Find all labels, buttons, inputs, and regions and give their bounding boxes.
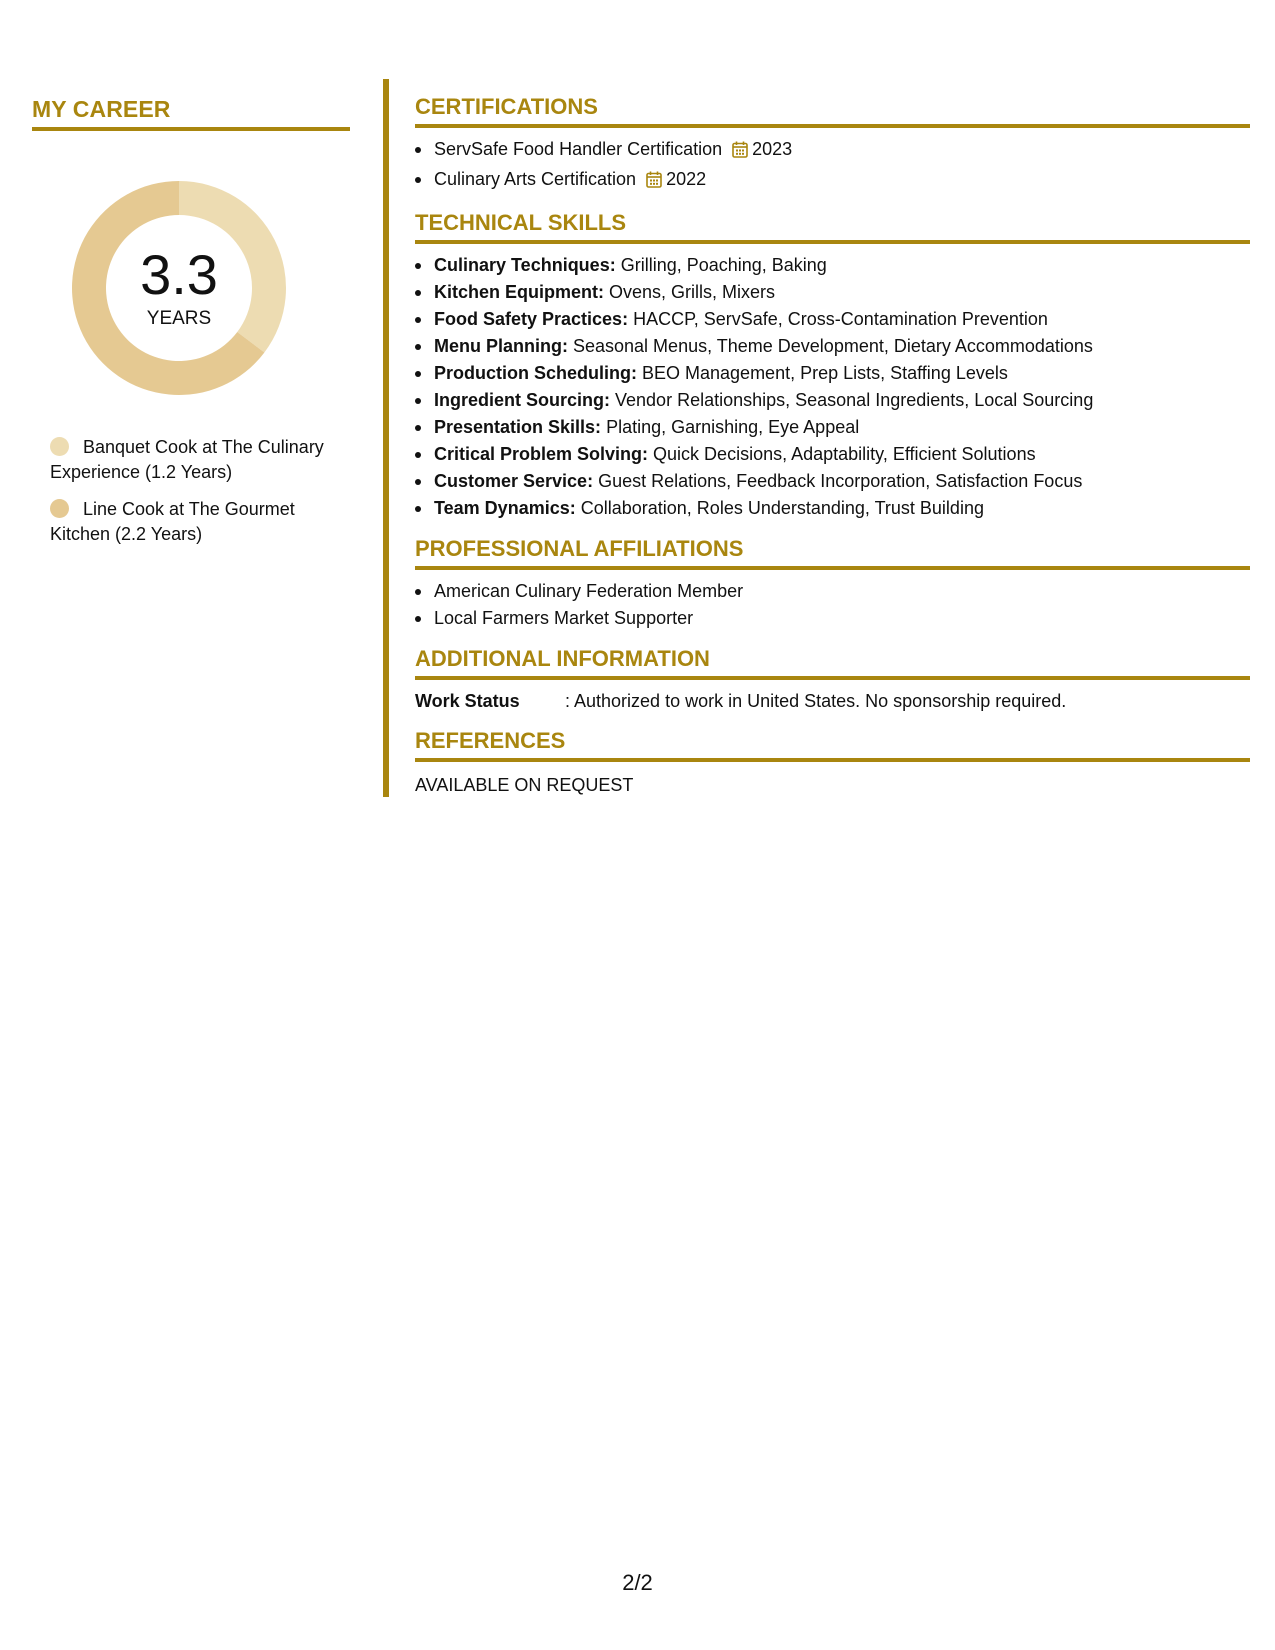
legend-dot — [50, 437, 69, 456]
total-years-unit: YEARS — [146, 308, 212, 329]
skill-value: Plating, Garnishing, Eye Appeal — [601, 417, 860, 437]
affiliations-heading: PROFESSIONAL AFFILIATIONS — [415, 536, 1250, 570]
career-donut-chart — [66, 175, 292, 401]
certification-name: Culinary Arts Certification — [434, 169, 637, 189]
skill-label: Food Safety Practices: — [434, 309, 629, 329]
skill-item — [415, 414, 1250, 441]
skill-item — [415, 279, 1250, 306]
legend-item-line-cook — [50, 497, 330, 547]
skill-label: Menu Planning: — [434, 336, 568, 356]
affiliations-section — [415, 536, 1250, 632]
skill-value: Seasonal Menus, Theme Development, Dietary Accommodations — [568, 336, 1093, 356]
work-status-label: Work Status — [415, 691, 520, 711]
skill-label: Kitchen Equipment: — [434, 282, 604, 302]
skill-label: Presentation Skills: — [434, 417, 602, 437]
main-column — [415, 94, 1250, 812]
skill-item — [415, 441, 1250, 468]
skill-label: Culinary Techniques: — [434, 255, 616, 275]
additional-info-heading: ADDITIONAL INFORMATION — [415, 646, 1250, 680]
skill-item — [415, 306, 1250, 333]
affiliation-item: Local Farmers Market Supporter — [415, 605, 1250, 632]
skill-value: Guest Relations, Feedback Incorporation, Satisfaction Focus — [593, 471, 1083, 491]
skill-value: HACCP, ServSafe, Cross-Contamination Prevention — [628, 309, 1048, 329]
career-sidebar — [32, 96, 350, 559]
skill-label: Ingredient Sourcing: — [434, 390, 611, 410]
certification-year: 2023 — [752, 139, 793, 159]
skill-value: Vendor Relationships, Seasonal Ingredients, Local Sourcing — [610, 390, 1094, 410]
career-heading: MY CAREER — [32, 96, 350, 131]
affiliation-item: American Culinary Federation Member — [415, 578, 1250, 605]
skill-value: BEO Management, Prep Lists, Staffing Levels — [637, 363, 1008, 383]
calendar-icon — [646, 169, 662, 196]
skill-value: Collaboration, Roles Understanding, Trust Building — [575, 498, 984, 518]
skill-value: Ovens, Grills, Mixers — [604, 282, 776, 302]
legend-dot — [50, 499, 69, 518]
skill-item — [415, 387, 1250, 414]
total-years-value: 3.3 — [140, 243, 218, 306]
skill-label: Team Dynamics: — [434, 498, 576, 518]
certifications-section — [415, 94, 1250, 196]
donut-center — [66, 175, 292, 401]
skill-item — [415, 360, 1250, 387]
skill-item — [415, 495, 1250, 522]
certifications-heading: CERTIFICATIONS — [415, 94, 1250, 128]
career-legend — [50, 435, 330, 547]
certification-name: ServSafe Food Handler Certification — [434, 139, 723, 159]
skill-label: Production Scheduling: — [434, 363, 637, 383]
work-status-row — [415, 688, 1250, 714]
references-section — [415, 728, 1250, 798]
certification-item — [415, 166, 1250, 196]
references-heading: REFERENCES — [415, 728, 1250, 762]
references-text: AVAILABLE ON REQUEST — [415, 775, 634, 795]
technical-skills-heading: TECHNICAL SKILLS — [415, 210, 1250, 244]
calendar-icon — [732, 139, 748, 166]
skill-label: Customer Service: — [434, 471, 594, 491]
additional-info-section — [415, 646, 1250, 714]
legend-label: Banquet Cook at The Culinary Experience (1.2 Years) — [50, 437, 324, 482]
work-status-value: : Authorized to work in United States. No sponsorship required. — [565, 691, 1067, 711]
skill-item — [415, 333, 1250, 360]
skill-item — [415, 468, 1250, 495]
certification-year: 2022 — [666, 169, 707, 189]
page-number: 2/2 — [622, 1570, 653, 1595]
legend-label: Line Cook at The Gourmet Kitchen (2.2 Years) — [50, 499, 295, 544]
certification-item — [415, 136, 1250, 166]
technical-skills-section — [415, 210, 1250, 522]
skill-value: Grilling, Poaching, Baking — [615, 255, 827, 275]
legend-item-banquet-cook — [50, 435, 330, 485]
skill-value: Quick Decisions, Adaptability, Efficient Solutions — [648, 444, 1036, 464]
skill-item — [415, 252, 1250, 279]
skill-label: Critical Problem Solving: — [434, 444, 649, 464]
vertical-divider — [383, 79, 389, 797]
